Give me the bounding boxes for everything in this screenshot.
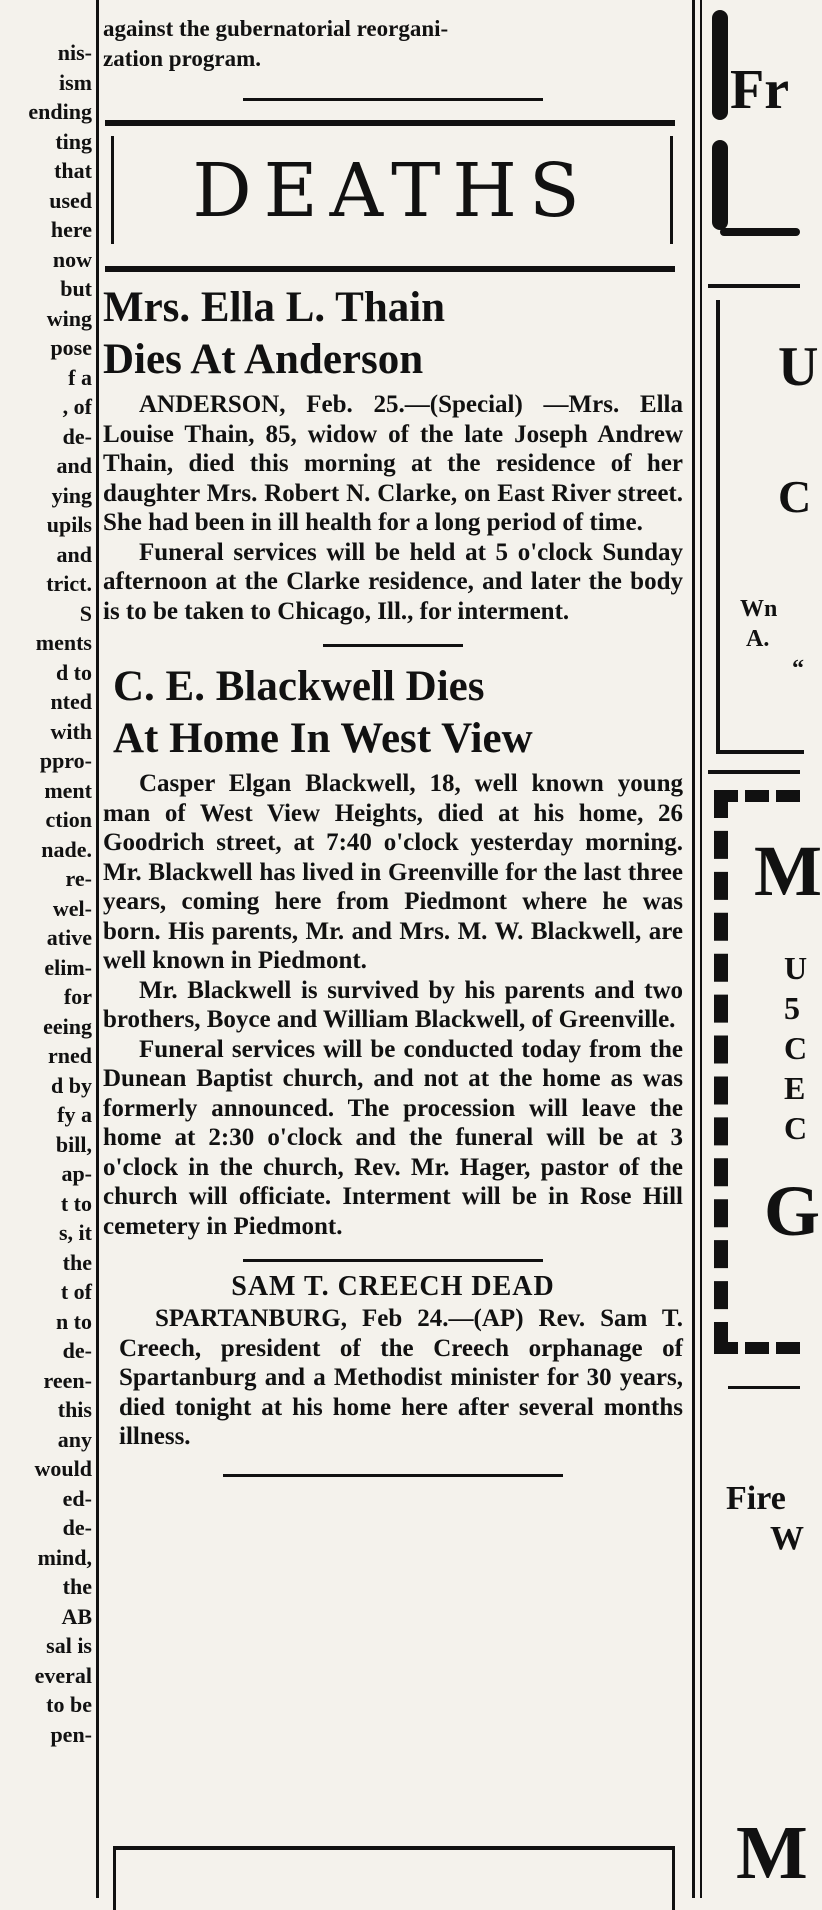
article-thain-body <box>103 390 683 626</box>
left-column-line: nis- <box>57 40 92 65</box>
ad-fragment: 5 <box>784 990 800 1026</box>
ad-fragment: C <box>784 1110 808 1146</box>
left-column-line: ap- <box>61 1161 92 1186</box>
ad-fragment: Wn <box>740 596 778 622</box>
left-column-line: , of <box>62 394 92 419</box>
left-column-line: S <box>79 600 92 626</box>
ad-dashed-border <box>714 790 742 1350</box>
ad-fragment: U <box>778 336 819 398</box>
article-creech <box>103 1270 683 1452</box>
left-column-line: here <box>50 217 92 242</box>
left-column-line: de- <box>62 423 92 449</box>
paragraph: Funeral services will be conducted today from the Dunean Baptist church, and not at the home as was formerly announced. The procession will leave the home at 2:30 o'clock and the funeral will be at 3 o'clock in the church, Rev. Mr. Hager, pastor of the church will officiate. Interment will be in Rose Hill cemetery in Piedmont. <box>103 1035 683 1240</box>
right-column-rule-2 <box>700 0 702 1898</box>
ad-fragment: “ <box>792 656 804 682</box>
left-column-line: AB <box>61 1603 92 1629</box>
left-column-line: d by <box>51 1072 92 1098</box>
paragraph: Casper Elgan Blackwell, 18, well known young man of West View Heights, died at his home, 26 Goodrich street, at 7:40 o'clock yesterday morning. Mr. Blackwell has lived in Greenville for the last three years, coming here from Piedmont where he was born. His parents, Mr. and Mrs. M. W. Blackwell, are well known in Piedmont. <box>103 770 683 974</box>
left-column-line: t of <box>60 1279 92 1304</box>
left-column-line: nted <box>50 689 92 714</box>
paragraph: SPARTANBURG, Feb 24.—(AP) Rev. Sam T. Creech, president of the Creech orphanage of Spartanburg and a Methodist minister for 30 years, died tonight at his home here after several months illness. <box>119 1305 683 1450</box>
articles <box>103 282 683 1477</box>
left-column-line: ism <box>59 69 92 95</box>
left-column-line: ting <box>55 128 92 154</box>
ornament <box>720 228 800 236</box>
left-column-line: eeing <box>43 1013 92 1039</box>
left-column-line: the <box>62 1249 92 1275</box>
left-column-line: bill, <box>55 1131 92 1157</box>
left-column-rule <box>96 0 99 1898</box>
left-column-line: and <box>56 541 92 567</box>
left-column-lines <box>0 0 92 1749</box>
intro-line-2: zation program. <box>103 46 262 71</box>
left-column-line: pose <box>50 335 92 360</box>
deaths-header-inner <box>111 136 673 244</box>
ad-dashed-bottom <box>714 1342 800 1354</box>
left-column-line: ppro- <box>39 748 92 773</box>
left-column-line: f a <box>68 364 92 390</box>
left-column-line: re- <box>65 866 92 891</box>
left-column-line: nade. <box>41 836 92 862</box>
ad-fragment: Fire <box>726 1480 786 1517</box>
left-column-line: for <box>63 984 92 1009</box>
left-column-line: but <box>60 276 92 301</box>
left-column-line: this <box>57 1397 92 1422</box>
bottom-box-fragment <box>113 1846 675 1910</box>
right-rule <box>708 770 800 774</box>
right-ad-bar-top <box>708 0 800 270</box>
section-title: DEATHS <box>192 148 592 234</box>
headline-thain-1: Mrs. Ella L. Thain <box>103 284 446 331</box>
left-column-line: the <box>62 1574 92 1599</box>
article-creech-body <box>103 1304 683 1452</box>
right-column-rule <box>692 0 695 1898</box>
ad-fragment: C <box>778 471 812 522</box>
right-column-fragment <box>708 0 822 1898</box>
ad-fragment: M <box>754 831 822 911</box>
left-column-line: wel- <box>52 895 92 921</box>
article-thain <box>103 282 683 626</box>
left-column-line: everal <box>34 1662 92 1688</box>
left-column-line: upils <box>46 512 92 537</box>
left-column-line: fy a <box>57 1102 92 1127</box>
left-column-line: and <box>56 453 92 478</box>
left-column-line: pen- <box>50 1721 92 1747</box>
ad-fragment: G <box>764 1171 821 1251</box>
headline-thain-2: Dies At Anderson <box>103 336 424 383</box>
left-column-line: de- <box>62 1515 92 1540</box>
ad-dashed-top <box>714 790 800 802</box>
intro-line-1: against the gubernatorial reorgani- <box>103 16 449 41</box>
left-column-line: s, it <box>59 1220 92 1245</box>
right-rule <box>728 1386 800 1389</box>
ad-fragment: E <box>784 1070 806 1106</box>
article-blackwell <box>103 661 683 1241</box>
left-column-line: elim- <box>44 954 92 980</box>
left-column-line: ments <box>35 630 92 655</box>
left-column-line: reen- <box>43 1367 92 1393</box>
paragraph: ANDERSON, Feb. 25.—(Special) —Mrs. Ella Louise Thain, 85, widow of the late Joseph Andrew Thain, died this morning at the residence of her daughter Mrs. Robert N. Clarke, on East River street. She had been in ill health for a long period of time. <box>103 391 683 536</box>
headline-blackwell-1: C. E. Blackwell Dies <box>113 663 485 710</box>
left-column-line: trict. <box>46 571 92 596</box>
left-column-line: now <box>52 246 92 272</box>
article-separator <box>243 1259 543 1262</box>
paragraph: Funeral services will be held at 5 o'clock Sunday afternoon at the Clarke residence, and later the body is to be taken to Chicago, Ill., for interment. <box>103 538 683 625</box>
ad-fragment: Fr <box>730 59 790 121</box>
headline-blackwell-2: At Home In West View <box>113 715 533 762</box>
left-column-line: any <box>57 1426 92 1452</box>
left-column-line: ment <box>44 777 92 803</box>
deaths-header-box <box>105 120 675 272</box>
left-column-fragment <box>0 0 92 1898</box>
left-column-line: that <box>54 158 92 183</box>
left-column-line: ative <box>46 925 92 950</box>
ad-fragment: A. <box>746 626 770 652</box>
left-column-line: ending <box>28 99 92 124</box>
ad-fragment: C <box>784 1030 808 1066</box>
left-column-line: t to <box>60 1190 92 1216</box>
ornament <box>712 140 728 230</box>
left-column-line: with <box>50 718 92 744</box>
left-column-line: wing <box>46 305 92 331</box>
deaths-column <box>103 0 683 1898</box>
left-column-line: sal is <box>46 1633 92 1658</box>
paragraph: Mr. Blackwell is survived by his parents and two brothers, Boyce and William Blackwell, of Greenville. <box>103 976 683 1033</box>
left-column-line: to be <box>46 1692 92 1717</box>
left-column-line: would <box>34 1456 92 1481</box>
ornament <box>712 10 728 120</box>
left-column-line: d to <box>55 659 92 685</box>
intro-separator <box>243 98 543 101</box>
left-column-line: mind, <box>37 1544 92 1570</box>
ad-fragment: U <box>784 950 808 986</box>
left-column-line: ction <box>45 807 92 832</box>
right-rule <box>708 284 800 288</box>
left-column-line: rned <box>48 1043 92 1068</box>
left-column-line: n to <box>55 1308 92 1334</box>
left-column-line: ed- <box>62 1485 92 1511</box>
left-column-line: de- <box>62 1338 92 1363</box>
headline-creech: SAM T. CREECH DEAD <box>231 1271 555 1302</box>
ad-fragment: M <box>736 1811 808 1895</box>
left-column-line: ying <box>51 482 92 508</box>
article-blackwell-body <box>103 769 683 1241</box>
article-separator <box>323 644 463 647</box>
left-column-line: used <box>49 187 92 213</box>
ad-fragment: W <box>770 1520 804 1557</box>
article-separator <box>223 1474 563 1477</box>
